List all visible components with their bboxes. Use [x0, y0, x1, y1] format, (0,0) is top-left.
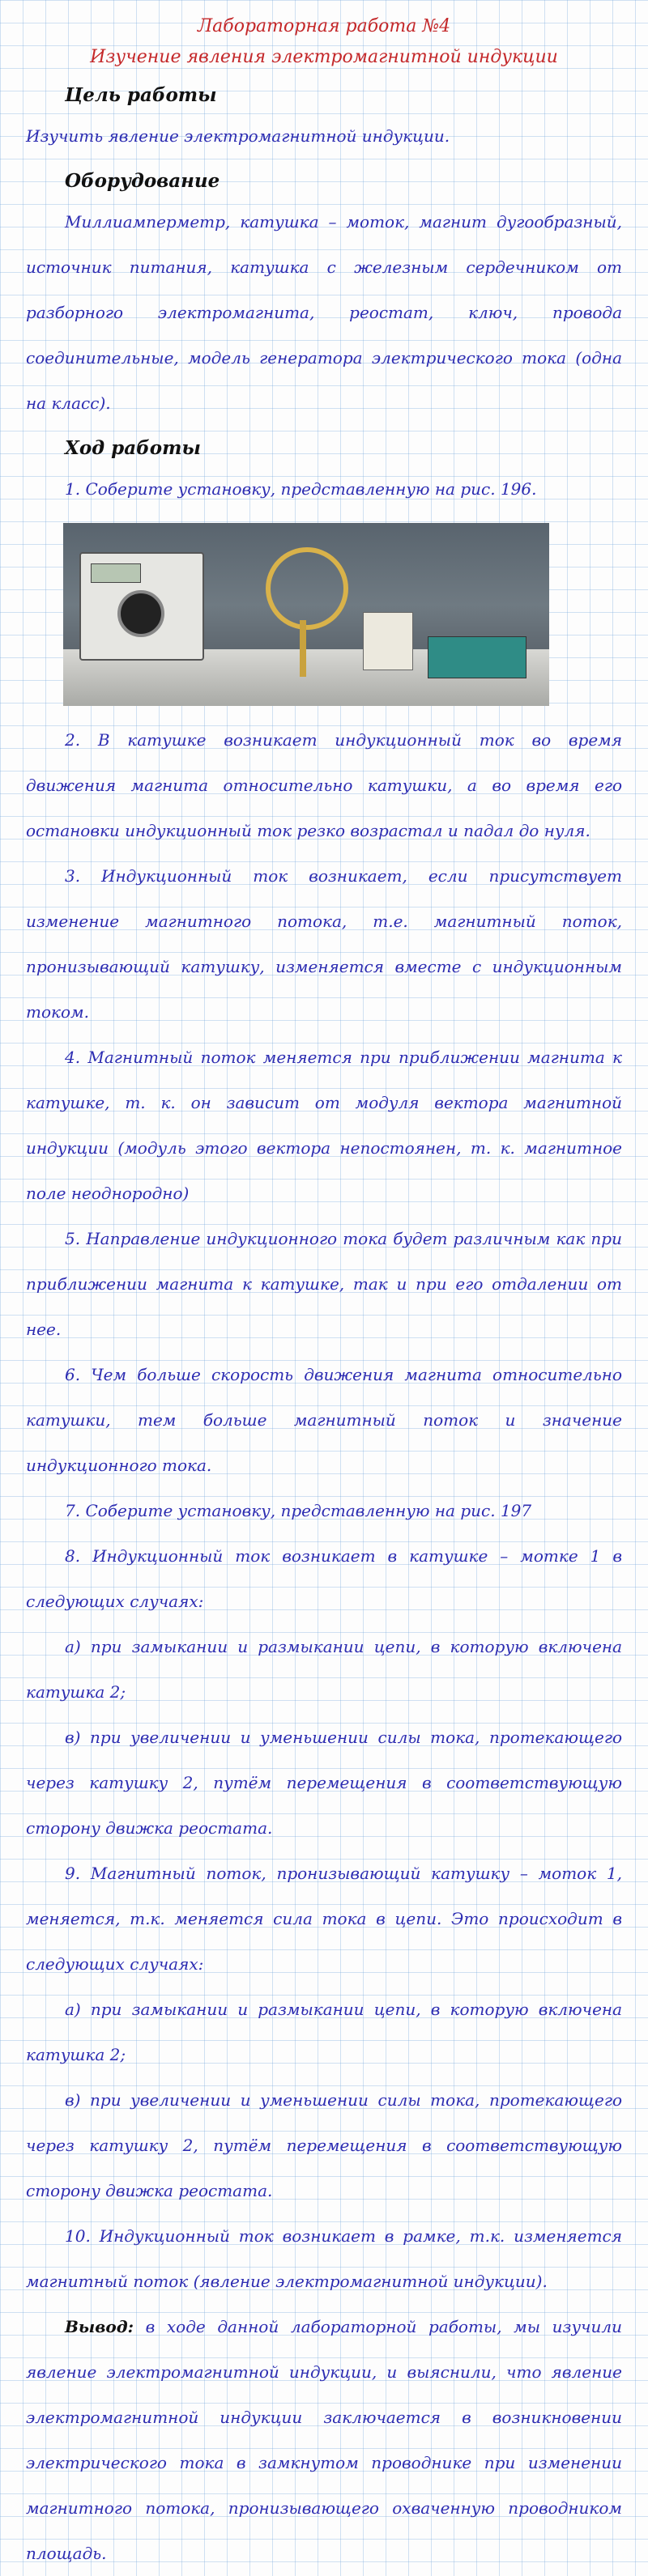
step-2: 2. В катушке возникает индукционный ток во время движения магнита относительно катушки, а во время его остановки индукционный ток резко возрастал и падал до нуля.: [26, 730, 622, 840]
step-8: 8. Индукционный ток возникает в катушке – мотке 1 в следующих случаях:: [26, 1546, 622, 1611]
photo-generator-wheel: [266, 547, 348, 630]
step-6: 6. Чем больше скорость движения магнита относительно катушки, тем больше магнитный поток и значение индукционного тока.: [26, 1365, 622, 1475]
goal-heading: Цель работы: [65, 84, 217, 106]
step-8-item-a: а) при замыкании и размыкании цепи, в которую включена катушка 2;: [26, 1637, 622, 1702]
step-5: 5. Направление индукционного тока будет различным как при приближении магнита к катушке, так и при его отдалении от нее.: [26, 1229, 622, 1339]
step-7: 7. Соберите установку, представленную на рис. 197: [65, 1501, 532, 1520]
photo-device-knob: [117, 590, 164, 637]
procedure-heading: Ход работы: [65, 437, 201, 459]
conclusion: [26, 2304, 622, 2576]
step-8-item-b: в) при увеличении и уменьшении силы тока, протекающего через катушку 2, путём перемещения в соответствующую сторону движка реостата.: [26, 1728, 622, 1838]
step-4: 4. Магнитный поток меняется при приближении магнита к катушке, т. к. он зависит от модуля вектора магнитной индукции (модуль этого вектора непостоянен, т. к. магнитное поле неоднородно): [26, 1048, 622, 1203]
photo-device-screen: [91, 563, 141, 583]
goal-text: Изучить явление электромагнитной индукции.: [26, 126, 450, 146]
step-9-item-b: в) при увеличении и уменьшении силы тока, протекающего через катушку 2, путём перемещения в соответствующую сторону движка реостата.: [26, 2090, 622, 2200]
step-3: 3. Индукционный ток возникает, если присутствует изменение магнитного потока, т.е. магнитный поток, пронизывающий катушку, изменяется вместе с индукционным током.: [26, 866, 622, 1022]
photo-meter: [363, 612, 413, 670]
setup-photo: [63, 523, 549, 706]
photo-board: [428, 636, 526, 678]
conclusion-text: в ходе данной лабораторной работы, мы изучили явление электромагнитной индукции, и выяснили, что явление электромагнитной индукции заключается в возникновении электрического тока в замкнутом проводнике при изменении магнитного потока, пронизывающего охваченную проводником площадь.: [26, 2317, 622, 2563]
equipment-heading: Оборудование: [65, 170, 220, 192]
equipment-text: Миллиамперметр, катушка – моток, магнит дугообразный, источник питания, катушка с железным сердечником от разборного электромагнита, реостат, ключ, провода соединительные, модель генератора электрического тока (одна на класс).: [26, 212, 622, 413]
page-subtitle: Изучение явления электромагнитной индукции: [90, 47, 558, 67]
page-title: Лабораторная работа №4: [197, 16, 451, 36]
step-1: 1. Соберите установку, представленную на рис. 196.: [65, 479, 537, 499]
photo-generator-stand: [300, 620, 306, 677]
step-9-item-a: а) при замыкании и размыкании цепи, в которую включена катушка 2;: [26, 2000, 622, 2064]
step-9: 9. Магнитный поток, пронизывающий катушку – моток 1, меняется, т.к. меняется сила тока в цепи. Это происходит в следующих случаях:: [26, 1864, 622, 1974]
photo-power-supply: [79, 552, 204, 661]
conclusion-label: Вывод:: [65, 2317, 134, 2336]
step-10: 10. Индукционный ток возникает в рамке, т.к. изменяется магнитный поток (явление электромагнитной индукции).: [26, 2226, 622, 2291]
